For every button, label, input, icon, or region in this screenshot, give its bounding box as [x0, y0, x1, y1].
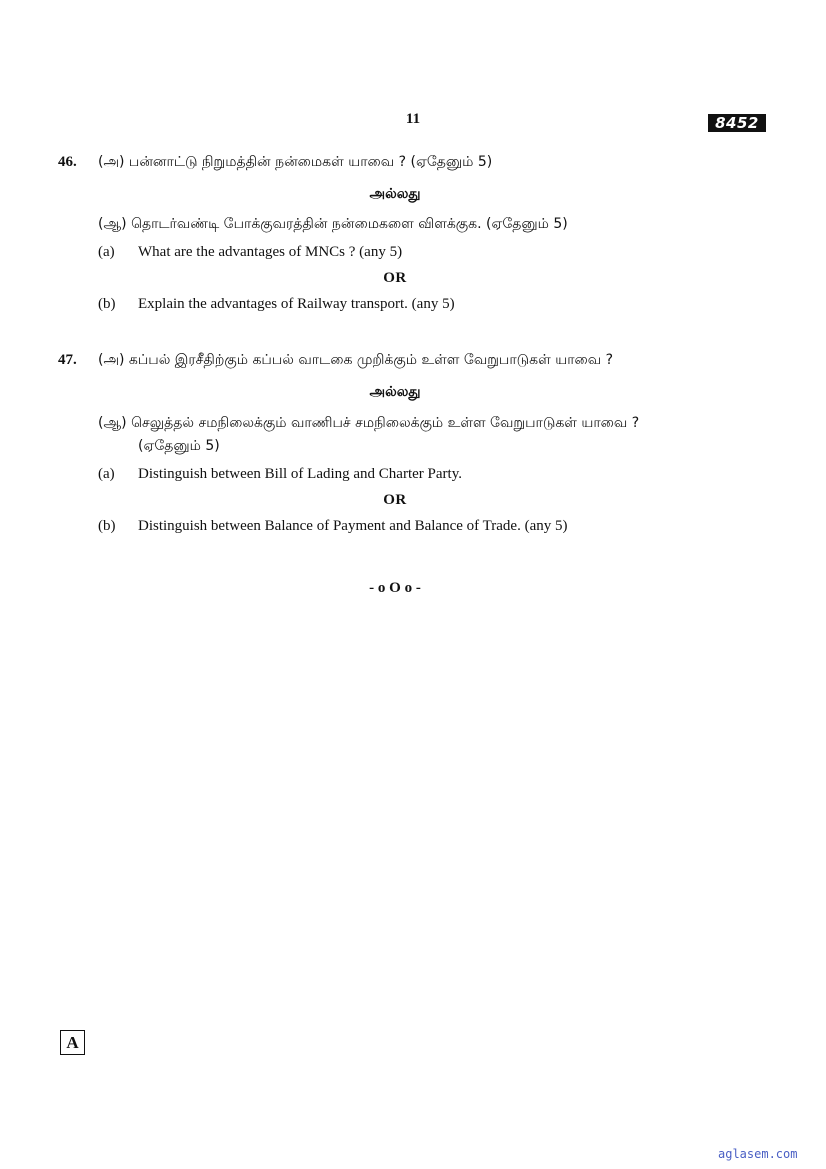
question-47-en-or: OR — [383, 492, 407, 508]
question-47-number: 47. — [58, 352, 77, 368]
question-47-tamil-b-continued: (ஏதேனும் 5) — [138, 438, 220, 454]
question-47-tamil-or: அல்லது — [369, 384, 421, 400]
question-47-en-b-label: (b) — [98, 518, 116, 534]
question-47-en-a-text: Distinguish between Bill of Lading and Charter Party. — [138, 466, 462, 482]
question-46-en-a-label: (a) — [98, 244, 115, 260]
question-46-tamil-or: அல்லது — [369, 186, 421, 202]
question-46-en-a-text: What are the advantages of MNCs ? (any 5) — [138, 244, 403, 260]
watermark-link[interactable]: aglasem.com — [718, 1147, 798, 1161]
question-47-en-b-text: Distinguish between Balance of Payment and Balance of Trade. (any 5) — [138, 518, 568, 534]
question-47-tamil-b: (ஆ) செலுத்தல் சமநிலைக்கும் வாணிபச் சமநிலைக்கும் உள்ள வேறுபாடுகள் யாவை ? — [98, 415, 640, 431]
question-46-tamil-b: (ஆ) தொடர்வண்டி போக்குவரத்தின் நன்மைகளை விளக்குக. (ஏதேனும் 5) — [98, 216, 568, 232]
question-46-tamil-a: (அ) பன்னாட்டு நிறுமத்தின் நன்மைகள் யாவை ? (ஏதேனும் 5) — [98, 154, 493, 170]
end-of-paper-mark: - o O o - — [369, 580, 421, 596]
question-47-en-a-label: (a) — [98, 466, 115, 482]
question-46-en-or: OR — [383, 270, 407, 286]
page-number: 11 — [405, 111, 421, 127]
question-46-number: 46. — [58, 154, 77, 170]
question-46-en-b-label: (b) — [98, 296, 116, 312]
question-47-tamil-a: (அ) கப்பல் இரசீதிற்கும் கப்பல் வாடகை முறிக்கும் உள்ள வேறுபாடுகள் யாவை ? — [98, 352, 614, 368]
version-box: A — [60, 1030, 85, 1055]
paper-code-badge: 8452 — [708, 114, 766, 132]
question-46-en-b-text: Explain the advantages of Railway transport. (any 5) — [138, 296, 455, 312]
